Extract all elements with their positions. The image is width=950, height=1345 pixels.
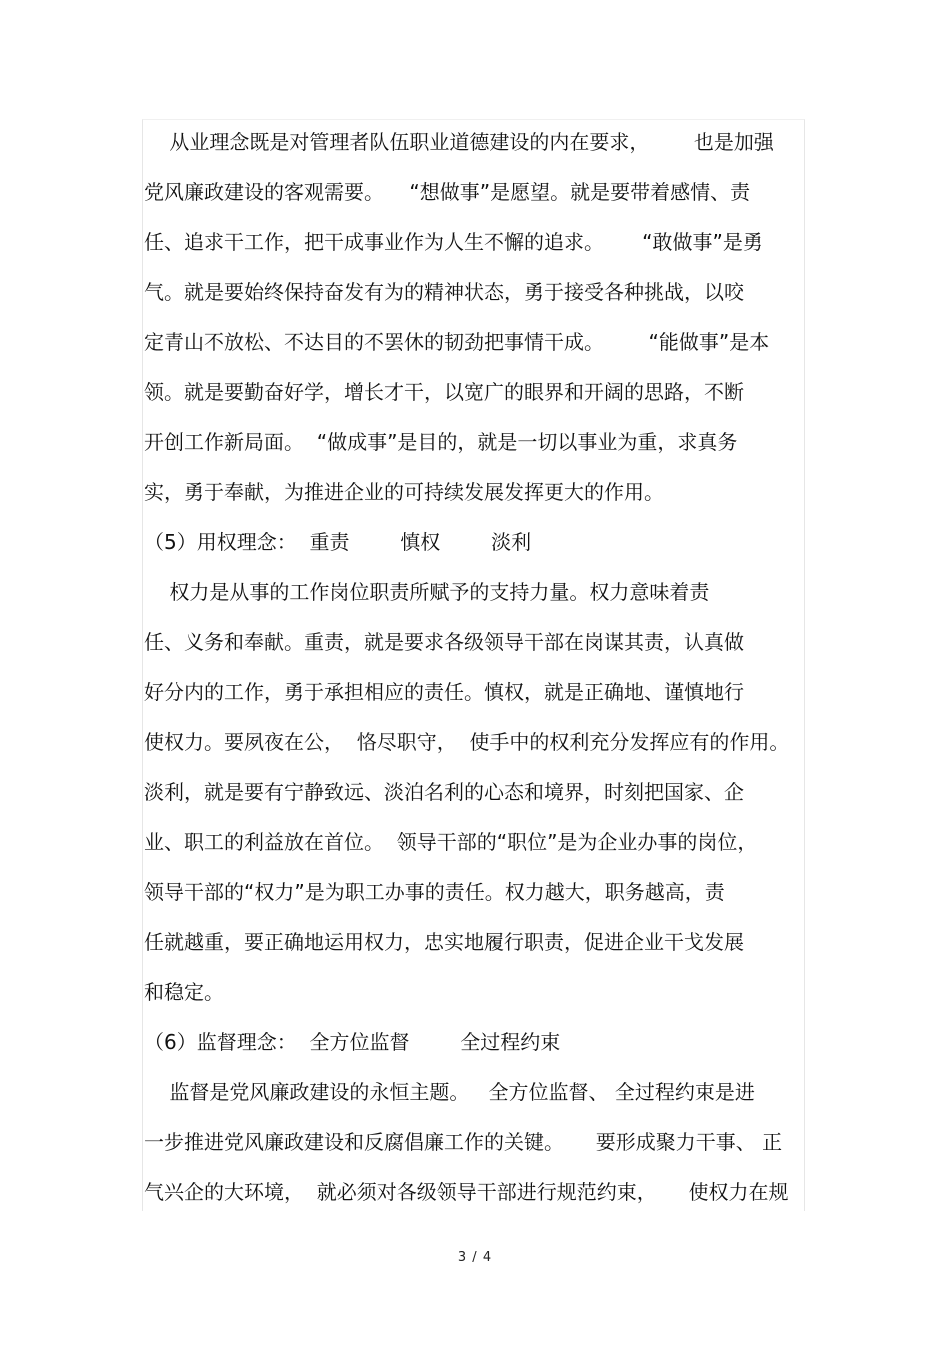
text-line: 任就越重，要正确地运用权力，忠实地履行职责，促进企业干戈发展 bbox=[144, 930, 744, 954]
text-line: 从业理念既是对管理者队伍职业道德建设的内在要求， 也是加强 bbox=[144, 130, 774, 154]
text-line: 实，勇于奉献，为推进企业的可持续发展发挥更大的作用。 bbox=[144, 480, 664, 504]
text-line: 气兴企的大环境， 就必须对各级领导干部进行规范约束， 使权力在规 bbox=[144, 1180, 789, 1204]
text-line: 任、追求干工作，把干成事业作为人生不懈的追求。 “敢做事”是勇 bbox=[144, 230, 763, 254]
text-line: 使权力。要夙夜在公， 恪尽职守， 使手中的权利充分发挥应有的作用。 bbox=[144, 730, 790, 754]
text-line: 任、义务和奉献。重责，就是要求各级领导干部在岗谋其责，认真做 bbox=[144, 630, 744, 654]
section-heading: （5）用权理念： 重责 慎权 淡利 bbox=[144, 530, 532, 554]
text-line: 淡利，就是要有宁静致远、淡泊名利的心态和境界，时刻把国家、企 bbox=[144, 780, 744, 804]
text-line: 领导干部的“权力”是为职工办事的责任。权力越大，职务越高，责 bbox=[144, 880, 725, 904]
text-line: 权力是从事的工作岗位职责所赋予的支持力量。权力意味着责 bbox=[144, 580, 710, 604]
text-line: 党风廉政建设的客观需要。 “想做事”是愿望。就是要带着感情、责 bbox=[144, 180, 751, 204]
text-line: 好分内的工作，勇于承担相应的责任。慎权，就是正确地、谨慎地行 bbox=[144, 680, 744, 704]
text-line: 定青山不放松、不达目的不罢休的韧劲把事情干成。 “能做事”是本 bbox=[144, 330, 770, 354]
text-line: 监督是党风廉政建设的永恒主题。 全方位监督、 全过程约束是进 bbox=[144, 1080, 755, 1104]
text-line: 开创工作新局面。 “做成事”是目的，就是一切以事业为重，求真务 bbox=[144, 430, 738, 454]
page-number: 3 / 4 bbox=[457, 1250, 493, 1265]
text-line: 和稳定。 bbox=[144, 980, 224, 1004]
section-heading: （6）监督理念： 全方位监督 全过程约束 bbox=[144, 1030, 561, 1054]
text-line: 业、职工的利益放在首位。 领导干部的“职位”是为企业办事的岗位， bbox=[144, 830, 758, 854]
text-line: 领。就是要勤奋好学，增长才干，以宽广的眼界和开阔的思路，不断 bbox=[144, 380, 744, 404]
text-line: 一步推进党风廉政建设和反腐倡廉工作的关键。 要形成聚力干事、 正 bbox=[144, 1130, 783, 1154]
text-line: 气。就是要始终保持奋发有为的精神状态，勇于接受各种挑战，以咬 bbox=[144, 280, 744, 304]
